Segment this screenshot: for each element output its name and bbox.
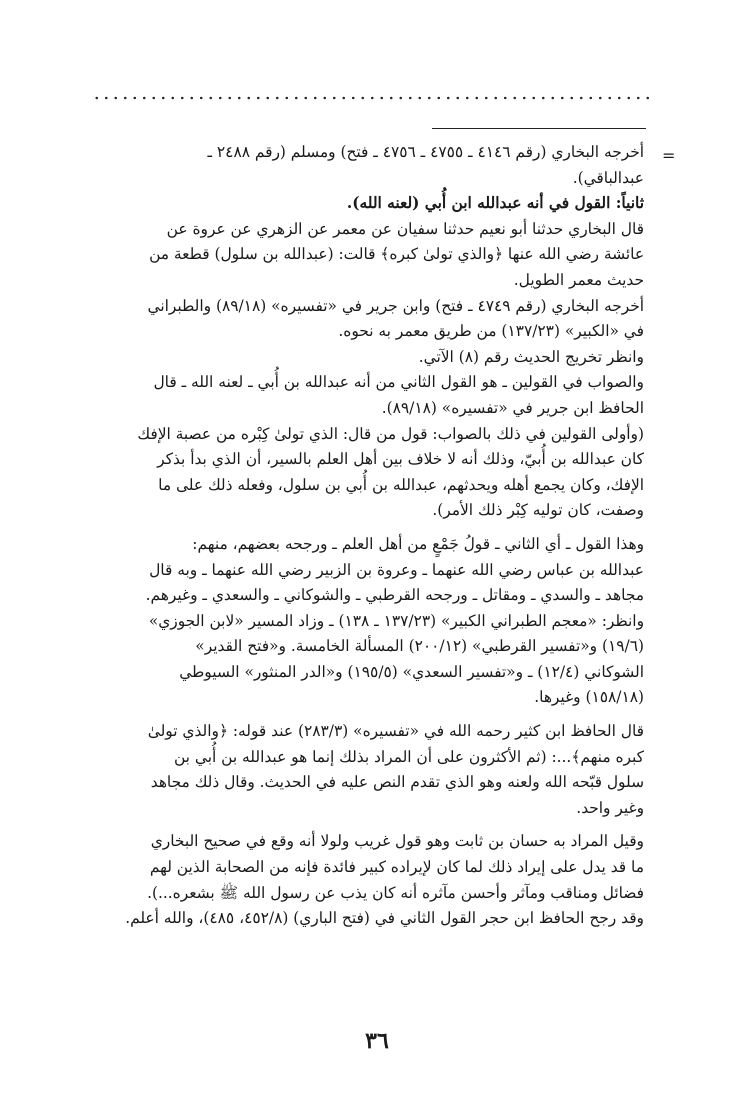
dotted-separator: [92, 96, 652, 100]
text-line: قال الحافظ ابن كثير رحمه الله في «تفسيره» (٢٨٣/٣) عند قوله: ﴿والذي تولىٰ: [147, 722, 644, 741]
text-line: وقد رجح الحافظ ابن حجر القول الثاني في (فتح الباري) (٤٥٢/٨، ٤٨٥)، والله أعلم.: [125, 909, 644, 928]
text-line: وقيل المراد به حسان بن ثابت وهو قول غريب ولولا أنه وقع في صحيح البخاري: [150, 832, 644, 851]
section-heading: [96, 191, 644, 217]
text-line: الشوكاني (١٢/٤) ـ و«تفسير السعدي» (١٩٥/٥) و«الدر المنثور» السيوطي: [179, 662, 644, 681]
footnote-rule: [432, 128, 646, 129]
text-line: وانظر تخريج الحديث رقم (٨) الآتي.: [418, 347, 644, 366]
text-line: قال البخاري حدثنا أبو نعيم حدثنا سفيان عن معمر عن الزهري عن عروة عن: [166, 219, 644, 238]
text-line: وصفت، كان توليه كِبْر ذلك الأمر).: [432, 501, 644, 520]
text-line: ما قد يدل على إيراد ذلك لما كان لإيراده كبير فائدة فإنه من الصحابة الذين لهم: [149, 858, 644, 877]
text-line: سلول قبّحه الله ولعنه وهو الذي تقدم النص عليه في الحديث. وقال ذلك مجاهد: [150, 773, 644, 792]
text-line: كان عبدالله بن أُبيّ، وذلك أنه لا خلاف بين أهل العلم بالسير، أن الذي بدأ بذكر: [157, 450, 644, 469]
text-line: في «الكبير» (١٣٧/٢٣) من طريق معمر به نحوه.: [338, 322, 644, 341]
text-line: (١٩/٦) و«تفسير القرطبي» (٢٠٠/١٢) المسألة الخامسة. و«فتح القدير»: [195, 637, 644, 656]
paragraph: [96, 345, 644, 371]
quotation: [96, 422, 644, 524]
text-line: عبدالباقي).: [572, 168, 644, 187]
text-line: فضائل ومناقب ومآثر وأحسن مآثره أنه كان يذب عن رسول الله ﷺ بشعره...).: [147, 883, 644, 902]
text-line: (١٥٨/١٨) وغيرها.: [534, 688, 644, 707]
text-line: ثانياً: القول في أنه عبدالله ابن أُبي (لعنه الله).: [346, 194, 644, 213]
text-line: والصواب في القولين ـ هو القول الثاني من أنه عبدالله بن أُبي ـ لعنه الله ـ قال: [153, 373, 644, 392]
paragraph: [96, 609, 644, 711]
text-line: وهذا القول ـ أي الثاني ـ قولُ جَمْعٍ من أهل العلم ـ ورجحه بعضهم، منهم:: [192, 534, 644, 553]
quotation: [96, 719, 644, 821]
text-line: مجاهد ـ والسدي ـ ومقاتل ـ ورجحه القرطبي ـ والشوكاني ـ والسعدي ـ وغيرهم.: [145, 586, 644, 605]
text-line: الحافظ ابن جرير في «تفسيره» (٨٩/١٨).: [381, 398, 644, 417]
text-line: وغير واحد.: [576, 798, 644, 817]
paragraph: [96, 294, 644, 345]
paragraph: [96, 829, 644, 931]
text-line: أخرجه البخاري (رقم ٤٧٤٩ ـ فتح) وابن جرير في «تفسيره» (٨٩/١٨) والطبراني: [147, 296, 644, 315]
text-line: عبدالله بن عباس رضي الله عنهما ـ وعروة بن الزبير رضي الله عنهما ـ وبه قال: [149, 560, 644, 579]
paragraph: [96, 532, 644, 609]
footnote-continuation-marker: =: [662, 146, 676, 165]
paragraph: [96, 140, 644, 191]
text-line: كبره منهم﴾...: (ثم الأكثرون على أن المراد بذلك إنما هو عبدالله بن أُبي بن: [173, 747, 644, 766]
text-line: عائشة رضي الله عنها ﴿والذي تولىٰ كبره﴾ قالت: (عبدالله بن سلول) قطعة من: [149, 245, 644, 264]
text-line: (وأولى القولين في ذلك بالصواب: قول من قال: الذي تولىٰ كِبْره من عصبة الإفك: [137, 424, 644, 443]
text-line: حديث معمر الطويل.: [513, 270, 644, 289]
text-line: وانظر: «معجم الطبراني الكبير» (١٣٧/٢٣ ـ ١٣٨) ـ وزاد المسير «لابن الجوزي»: [148, 611, 644, 630]
page-number: ٣٦: [365, 1028, 389, 1054]
paragraph: [96, 370, 644, 421]
footnote-body: [96, 140, 644, 932]
paragraph: [96, 217, 644, 294]
text-line: الإفك، وكان يجمع أهله ويحدثهم، عبدالله بن أُبي بن سلول، وفعله ذلك على ما: [158, 475, 644, 494]
text-line: أخرجه البخاري (رقم ٤١٤٦ ـ ٤٧٥٥ ـ ٤٧٥٦ ـ فتح) ومسلم (رقم ٢٤٨٨ ـ: [207, 143, 644, 161]
